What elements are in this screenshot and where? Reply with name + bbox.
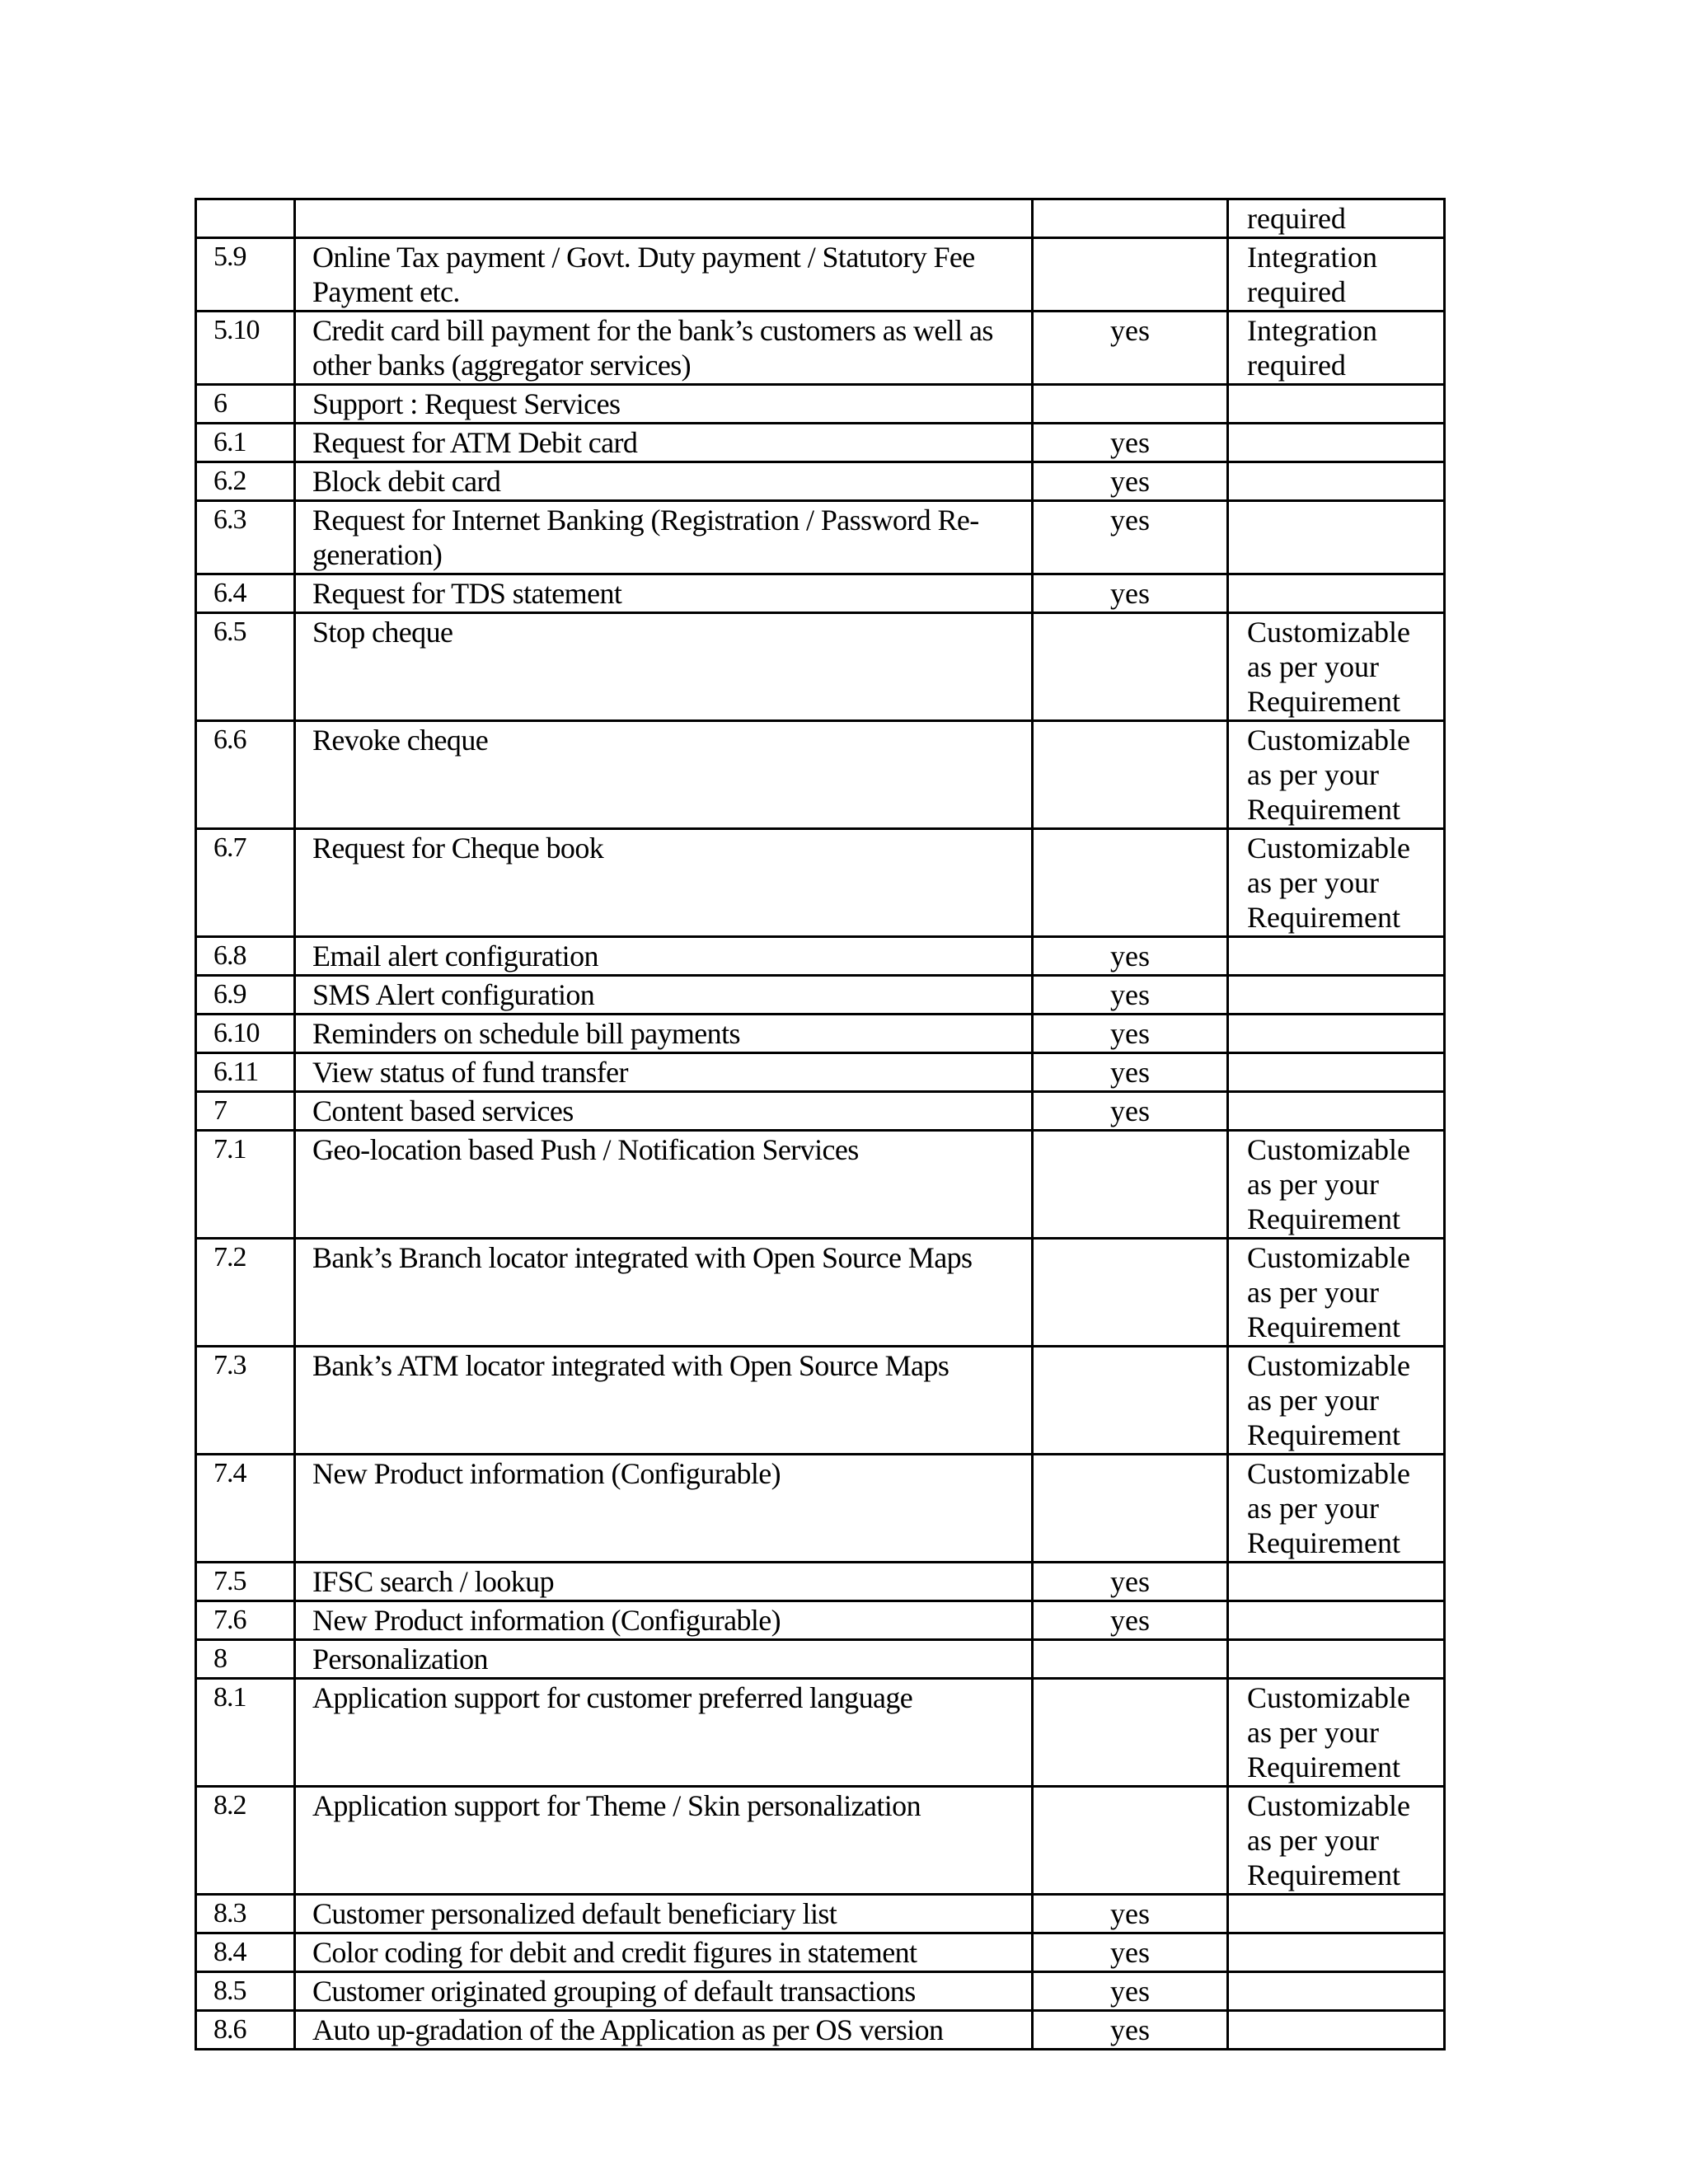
availability-cell: yes [1033,1563,1228,1601]
description-cell: New Product information (Configurable) [295,1455,1033,1563]
description-cell: Geo-location based Push / Notification Services [295,1131,1033,1239]
remarks-cell [1228,1015,1445,1053]
remarks-cell: Customizable as per your Requirement [1228,1347,1445,1455]
description-cell: View status of fund transfer [295,1053,1033,1092]
description-cell: Bank’s ATM locator integrated with Open Source Maps [295,1347,1033,1455]
description-cell: Customer personalized default beneficiary list [295,1895,1033,1933]
description-cell: Color coding for debit and credit figures in statement [295,1933,1033,1972]
item-number-cell: 8.3 [196,1895,295,1933]
description-cell: Content based services [295,1092,1033,1131]
table-row [196,199,1445,238]
table-row [196,1347,1445,1455]
item-number-cell: 6.5 [196,613,295,721]
remarks-cell [1228,462,1445,501]
description-cell: Application support for customer preferred language [295,1679,1033,1787]
availability-cell: yes [1033,2011,1228,2050]
item-number-cell: 6.10 [196,1015,295,1053]
remarks-cell [1228,424,1445,462]
description-cell: IFSC search / lookup [295,1563,1033,1601]
remarks-cell: Customizable as per your Requirement [1228,1239,1445,1347]
availability-cell: yes [1033,976,1228,1015]
item-number-cell: 7.2 [196,1239,295,1347]
table-row [196,1933,1445,1972]
item-number-cell: 8.4 [196,1933,295,1972]
remarks-cell: Integration required [1228,312,1445,385]
table-row [196,312,1445,385]
item-number-cell: 6.11 [196,1053,295,1092]
description-cell: Personalization [295,1640,1033,1679]
remarks-cell: Customizable as per your Requirement [1228,1131,1445,1239]
item-number-cell: 8.2 [196,1787,295,1895]
table-row [196,976,1445,1015]
description-cell: Stop cheque [295,613,1033,721]
table-row [196,424,1445,462]
availability-cell: yes [1033,462,1228,501]
description-cell: SMS Alert configuration [295,976,1033,1015]
item-number-cell: 5.10 [196,312,295,385]
item-number-cell: 6.4 [196,574,295,613]
item-number-cell: 7.3 [196,1347,295,1455]
description-cell: Request for ATM Debit card [295,424,1033,462]
remarks-cell [1228,1053,1445,1092]
table-row [196,385,1445,424]
table-row [196,1679,1445,1787]
availability-cell [1033,613,1228,721]
availability-cell: yes [1033,937,1228,976]
availability-cell [1033,1131,1228,1239]
availability-cell [1033,721,1228,829]
item-number-cell: 6 [196,385,295,424]
availability-cell: yes [1033,574,1228,613]
availability-cell [1033,1347,1228,1455]
remarks-cell [1228,1933,1445,1972]
item-number-cell [196,199,295,238]
availability-cell: yes [1033,424,1228,462]
description-cell: Application support for Theme / Skin personalization [295,1787,1033,1895]
remarks-cell [1228,937,1445,976]
table-row [196,829,1445,937]
table-row [196,1972,1445,2011]
item-number-cell: 7.6 [196,1601,295,1640]
remarks-cell [1228,1092,1445,1131]
remarks-cell [1228,1640,1445,1679]
availability-cell: yes [1033,1015,1228,1053]
item-number-cell: 5.9 [196,238,295,312]
availability-cell [1033,1640,1228,1679]
description-cell: Support : Request Services [295,385,1033,424]
availability-cell [1033,1239,1228,1347]
availability-cell: yes [1033,1895,1228,1933]
table-row [196,1563,1445,1601]
description-cell [295,199,1033,238]
item-number-cell: 8.1 [196,1679,295,1787]
table-row [196,574,1445,613]
item-number-cell: 7.1 [196,1131,295,1239]
feature-table [195,198,1446,2050]
item-number-cell: 6.3 [196,501,295,574]
remarks-cell [1228,2011,1445,2050]
availability-cell [1033,1679,1228,1787]
description-cell: Request for TDS statement [295,574,1033,613]
remarks-cell [1228,1601,1445,1640]
item-number-cell: 7.5 [196,1563,295,1601]
availability-cell: yes [1033,1933,1228,1972]
table-row [196,1640,1445,1679]
description-cell: Online Tax payment / Govt. Duty payment / Statutory Fee Payment etc. [295,238,1033,312]
availability-cell [1033,238,1228,312]
description-cell: Bank’s Branch locator integrated with Open Source Maps [295,1239,1033,1347]
availability-cell [1033,829,1228,937]
table-row [196,1601,1445,1640]
remarks-cell [1228,1563,1445,1601]
description-cell: New Product information (Configurable) [295,1601,1033,1640]
item-number-cell: 8.6 [196,2011,295,2050]
availability-cell: yes [1033,1601,1228,1640]
availability-cell [1033,1787,1228,1895]
remarks-cell [1228,574,1445,613]
item-number-cell: 6.7 [196,829,295,937]
remarks-cell: required [1228,199,1445,238]
remarks-cell: Customizable as per your Requirement [1228,1787,1445,1895]
item-number-cell: 7 [196,1092,295,1131]
remarks-cell: Customizable as per your Requirement [1228,1679,1445,1787]
feature-table-body [196,199,1445,2050]
item-number-cell: 6.6 [196,721,295,829]
description-cell: Auto up-gradation of the Application as per OS version [295,2011,1033,2050]
description-cell: Email alert configuration [295,937,1033,976]
description-cell: Reminders on schedule bill payments [295,1015,1033,1053]
item-number-cell: 6.9 [196,976,295,1015]
availability-cell: yes [1033,1092,1228,1131]
table-row [196,613,1445,721]
availability-cell: yes [1033,501,1228,574]
table-row [196,721,1445,829]
table-row [196,2011,1445,2050]
availability-cell [1033,1455,1228,1563]
remarks-cell [1228,385,1445,424]
table-row [196,1131,1445,1239]
table-row [196,462,1445,501]
table-row [196,501,1445,574]
remarks-cell: Customizable as per your Requirement [1228,1455,1445,1563]
remarks-cell: Customizable as per your Requirement [1228,829,1445,937]
table-row [196,1053,1445,1092]
remarks-cell: Customizable as per your Requirement [1228,721,1445,829]
availability-cell: yes [1033,312,1228,385]
description-cell: Request for Cheque book [295,829,1033,937]
availability-cell: yes [1033,1972,1228,2011]
description-cell: Credit card bill payment for the bank’s customers as well as other banks (aggregator services) [295,312,1033,385]
table-row [196,1015,1445,1053]
remarks-cell [1228,1972,1445,2011]
remarks-cell: Customizable as per your Requirement [1228,613,1445,721]
table-row [196,1239,1445,1347]
description-cell: Revoke cheque [295,721,1033,829]
availability-cell [1033,385,1228,424]
remarks-cell: Integration required [1228,238,1445,312]
item-number-cell: 8 [196,1640,295,1679]
item-number-cell: 7.4 [196,1455,295,1563]
item-number-cell: 6.8 [196,937,295,976]
availability-cell: yes [1033,1053,1228,1092]
table-row [196,937,1445,976]
remarks-cell [1228,501,1445,574]
table-row [196,1092,1445,1131]
table-row [196,238,1445,312]
description-cell: Customer originated grouping of default transactions [295,1972,1033,2011]
item-number-cell: 8.5 [196,1972,295,2011]
description-cell: Request for Internet Banking (Registration / Password Re-generation) [295,501,1033,574]
description-cell: Block debit card [295,462,1033,501]
item-number-cell: 6.2 [196,462,295,501]
remarks-cell [1228,1895,1445,1933]
table-row [196,1455,1445,1563]
item-number-cell: 6.1 [196,424,295,462]
table-row [196,1787,1445,1895]
table-row [196,1895,1445,1933]
availability-cell [1033,199,1228,238]
remarks-cell [1228,976,1445,1015]
